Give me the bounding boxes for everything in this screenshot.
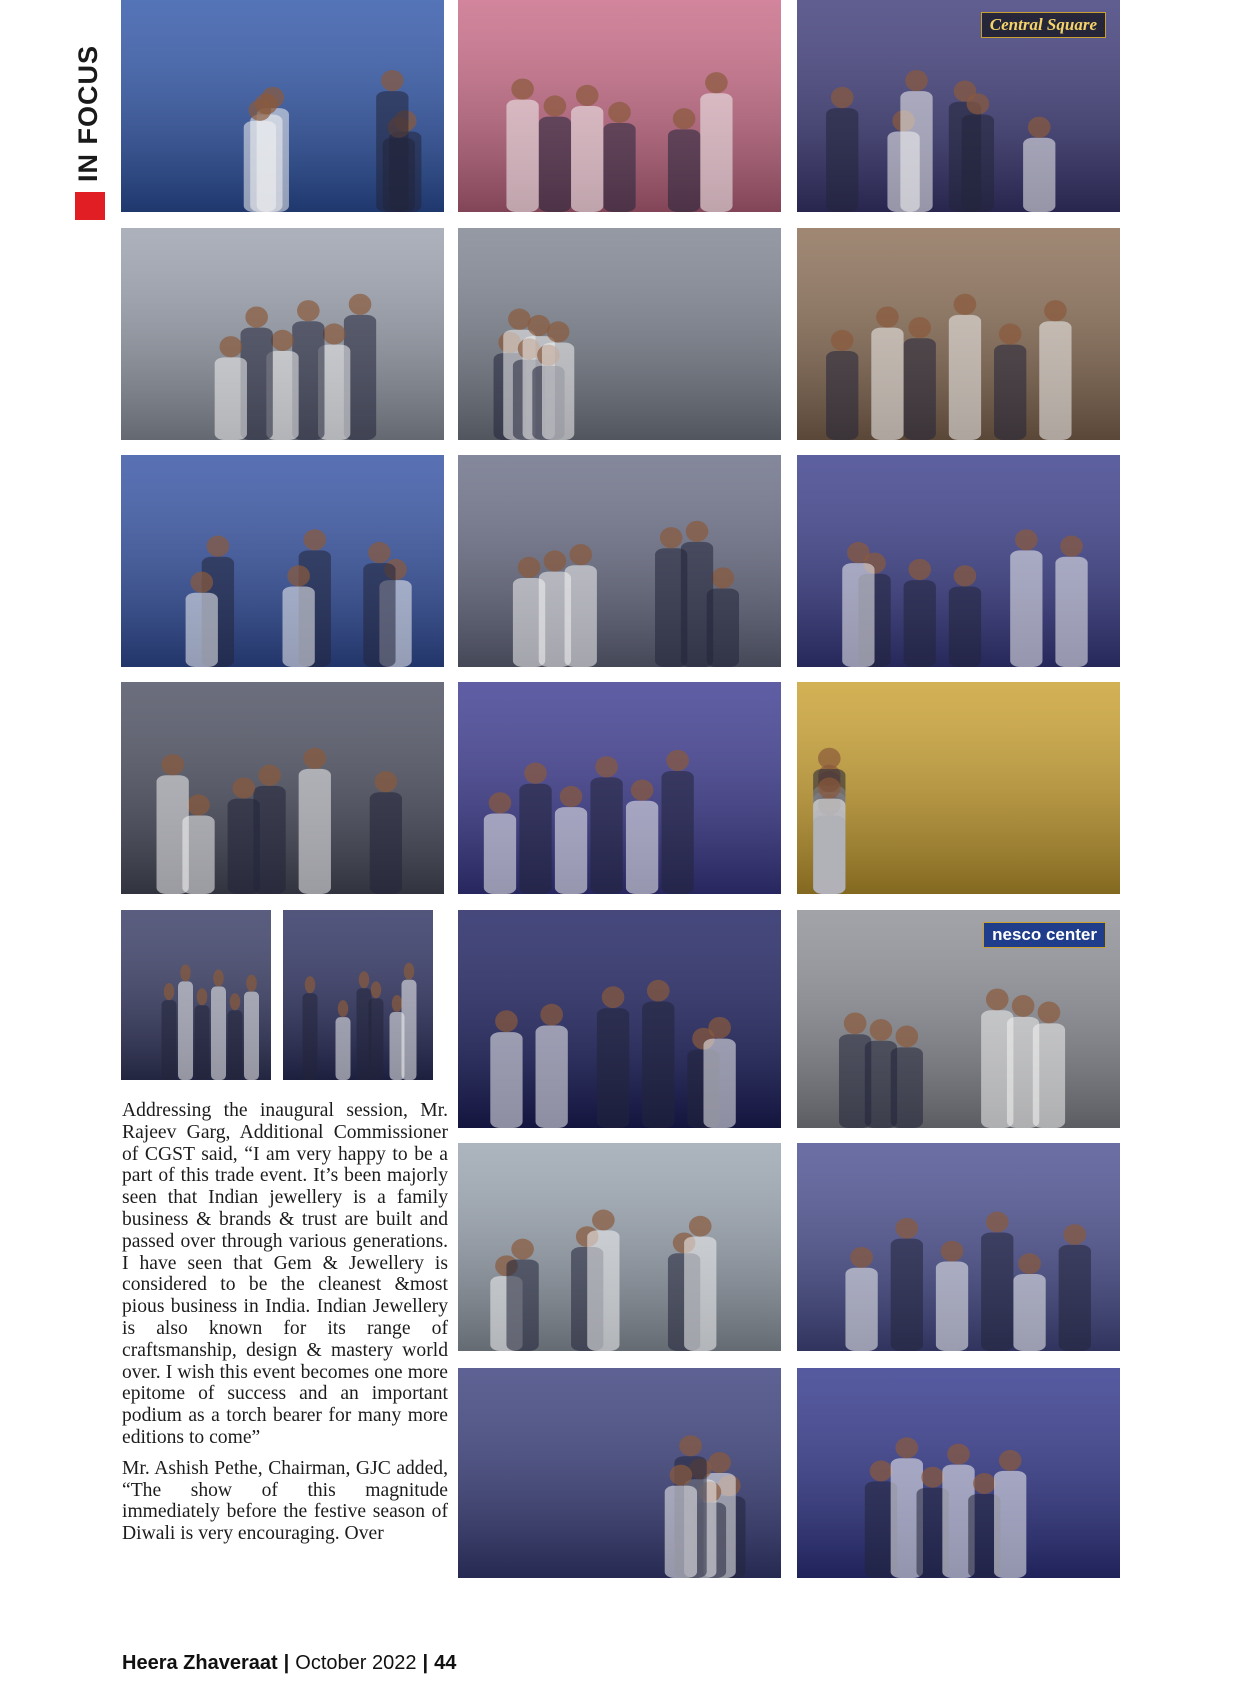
pink-booth-photo — [458, 0, 781, 212]
speaker-at-podium-photo — [121, 910, 271, 1080]
magazine-name: Heera Zhaveraat — [122, 1652, 278, 1674]
exhibition-aisle-photo — [121, 228, 444, 440]
section-tag-marker — [75, 192, 105, 220]
page-footer — [122, 1652, 456, 1675]
celebrating-wall-queue-photo — [458, 682, 781, 894]
page-number: 44 — [434, 1652, 457, 1674]
issue-date: October 2022 — [295, 1652, 417, 1674]
section-tag-label: IN FOCUS — [73, 44, 103, 182]
bouquet-felicitation-photo — [458, 910, 781, 1128]
staff-in-yellow-vests-photo — [797, 682, 1120, 894]
aisle-crowd-photo — [121, 0, 444, 212]
seated-guest-portrait-photo — [283, 910, 433, 1080]
article-body — [122, 1100, 448, 1554]
audience-seated-photo — [458, 1368, 781, 1578]
footer-separator: | — [422, 1652, 429, 1674]
photo-signage: Central Square — [981, 12, 1106, 38]
kalinga-booth-photo — [458, 1143, 781, 1351]
nesco-centre-entrance-photo — [797, 910, 1120, 1128]
central-square-booth-photo — [797, 0, 1120, 212]
photo-signage: nesco center — [983, 922, 1106, 948]
visitors-booth-photo — [458, 228, 781, 440]
article-paragraph: Mr. Ashish Pethe, Chairman, GJC added, “The show of this magnitude immediately before the festive season of Diwali is very encouraging. Over — [122, 1457, 448, 1545]
trading-table-photo — [121, 682, 444, 894]
article-paragraph: Addressing the inaugural session, Mr. Rajeev Garg, Additional Commissioner of CGST said, “I am very happy to be a part of this trade event. It’s been majorly seen that Indian jewellery is a family business & brands & trust are built and passed over through various generations. I have seen that Gem & Jewellery is considered to be the cleanest &most pious business in India. Indian Jewellery is also known for its range of craftsmanship, design & mastery world over. I wish this event becomes one more epitome of success and an important podium as a torch bearer for many more editions to come” — [122, 1100, 448, 1448]
section-tag — [73, 44, 107, 220]
jewellery-counter-photo — [797, 228, 1120, 440]
buyers-at-counter-photo — [458, 455, 781, 667]
floral-entrance-aisle-photo — [121, 455, 444, 667]
purple-booth-buyers-photo — [797, 455, 1120, 667]
memento-presentation-photo — [797, 1143, 1120, 1351]
footer-separator: | — [283, 1652, 290, 1674]
group-on-stage-photo — [797, 1368, 1120, 1578]
